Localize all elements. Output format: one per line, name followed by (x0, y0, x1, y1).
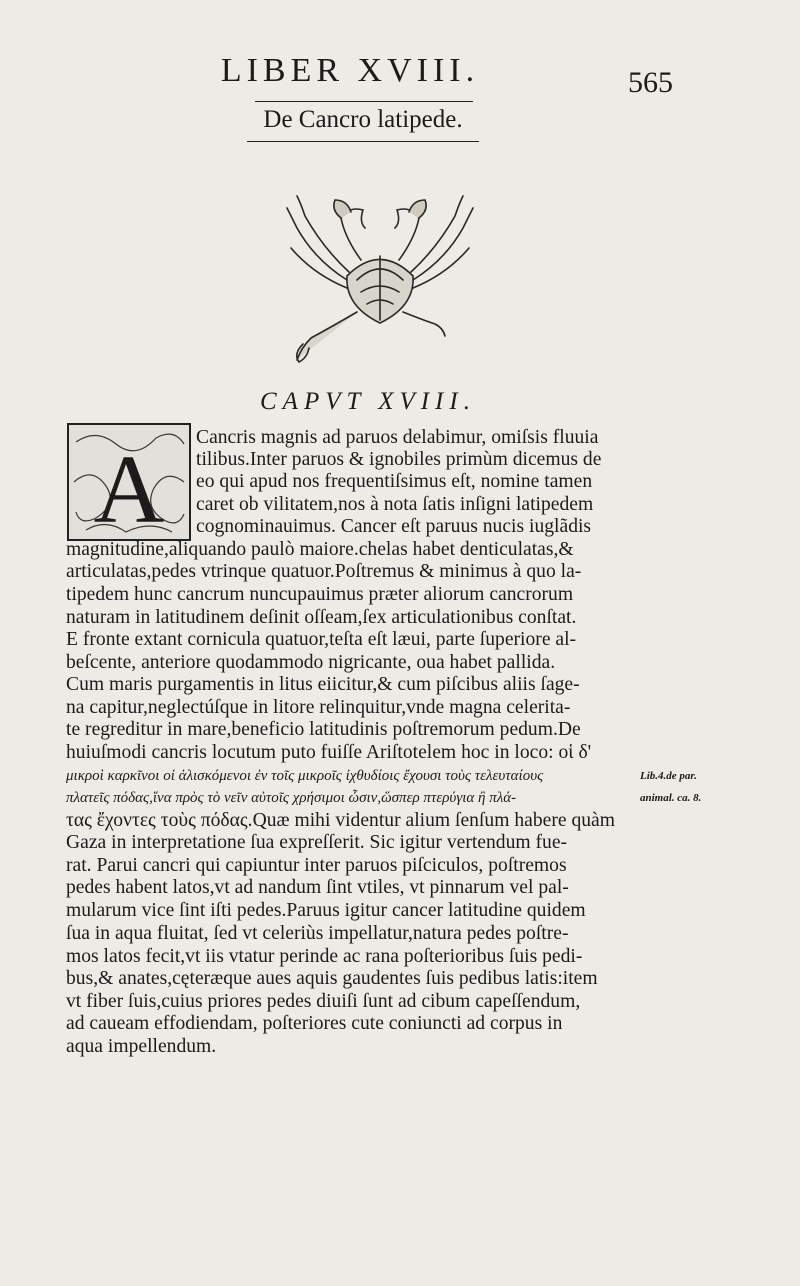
text-line: mos latos fecit,vt iis vtatur perinde ac rana poſterioribus ſuis pedi- (66, 946, 583, 967)
text-line: na capitur,neglectúſque in litore relinquitur,vnde magna celerita- (66, 697, 571, 718)
text-line: ſua in aqua fluitat, ſed vt celeriùs impellatur,natura pedes poſtre- (66, 923, 569, 944)
page-number: 565 (628, 66, 673, 99)
text-line: caret ob vilitatem,nos à nota ſatis inſigni latipedem (196, 494, 594, 515)
ornamental-initial-a (66, 422, 192, 542)
text-line: eo qui apud nos frequentiſsimus eſt, nomine tamen (196, 471, 593, 492)
text-line: πλατεῖς πόδας,ἵνα πρὸς τὸ νεῖν αὐτοῖς χρήσιμοι ὦσιν,ὥσπερ πτερύγια ἢ πλά- (66, 790, 517, 806)
text-line: mularum vice ſint iſti pedes.Paruus igitur cancer latitudine quidem (66, 900, 586, 921)
text-line: tipedem hunc cancrum nuncupauimus præter aliorum cancrorum (66, 584, 574, 605)
section-title: De Cancro latipede. (263, 106, 463, 133)
text-line: vt fiber ſuis,cuius priores pedes diuiſi ſunt ad cibum capeſſendum, (66, 991, 581, 1012)
drop-cap-letter: A (93, 436, 165, 542)
text-line: cognominauimus. Cancer eſt paruus nucis iuglãdis (196, 516, 592, 537)
text-line: articulatas,pedes vtrinque quatuor.Poſtremus & minimus à quo la- (66, 561, 582, 582)
text-line: E fronte extant cornicula quatuor,teſta eſt læui, parte ſuperiore al- (66, 629, 577, 650)
text-line: bus,& anates,cęteræque aues aquis gaudentes ſuis pedibus latis:item (66, 968, 598, 989)
text-line: μικροὶ καρκῖνοι οἱ ἁλισκόμενοι ἐν τοῖς μικροῖς ἰχθυδίοις ἔχουσι τοὺς τελευταίους (66, 768, 544, 784)
text-line: Gaza in interpretatione ſua expreſſerit. Sic igitur vertendum fue- (66, 832, 568, 853)
text-line: Cancris magnis ad paruos delabimur, omiſsis fluuia (196, 427, 599, 448)
text-line: tilibus.Inter paruos & ignobiles primùm dicemus de (196, 449, 602, 470)
chapter-heading: CAPVT XVIII. (260, 388, 476, 415)
text-line: naturam in latitudinem deſinit oſſeam,ſex articulationibus conſtat. (66, 607, 577, 628)
crab-woodcut-illustration (275, 188, 485, 363)
text-line: beſcente, anteriore quodammodo nigricante, oua habet pallida. (66, 652, 556, 673)
text-line: τας ἔχοντες τοὺς πόδας.Quæ mihi videntur alium ſenſum habere quàm (66, 810, 615, 831)
text-line: te regreditur in mare,beneficio latitudinis poſtremorum pedum.De (66, 719, 581, 740)
text-line: aqua impellendum. (66, 1036, 217, 1057)
margin-note-2: animal. ca. 8. (640, 792, 702, 804)
text-line: huiuſmodi cancris locutum puto fuiſſe Ariſtotelem hoc in loco: οἱ δ' (66, 742, 592, 763)
text-line: pedes habent latos,vt ad nandum ſint vtiles, vt pinnarum vel pal- (66, 877, 569, 898)
header-rule (255, 101, 473, 102)
margin-note-1: Lib.4.de par. (640, 770, 697, 782)
text-line: magnitudine,aliquando paulò maiore.chelas habet denticulatas,& (66, 539, 574, 560)
text-line: rat. Parui cancri qui capiuntur inter paruos piſciculos, poſtremos (66, 855, 567, 876)
text-line: Cum maris purgamentis in litus eiicitur,& cum piſcibus aliis ſage- (66, 674, 580, 695)
running-head: LIBER XVIII. (220, 52, 480, 89)
text-line: ad caueam effodiendam, poſteriores cute coniuncti ad corpus in (66, 1013, 563, 1034)
title-rule (247, 141, 479, 142)
